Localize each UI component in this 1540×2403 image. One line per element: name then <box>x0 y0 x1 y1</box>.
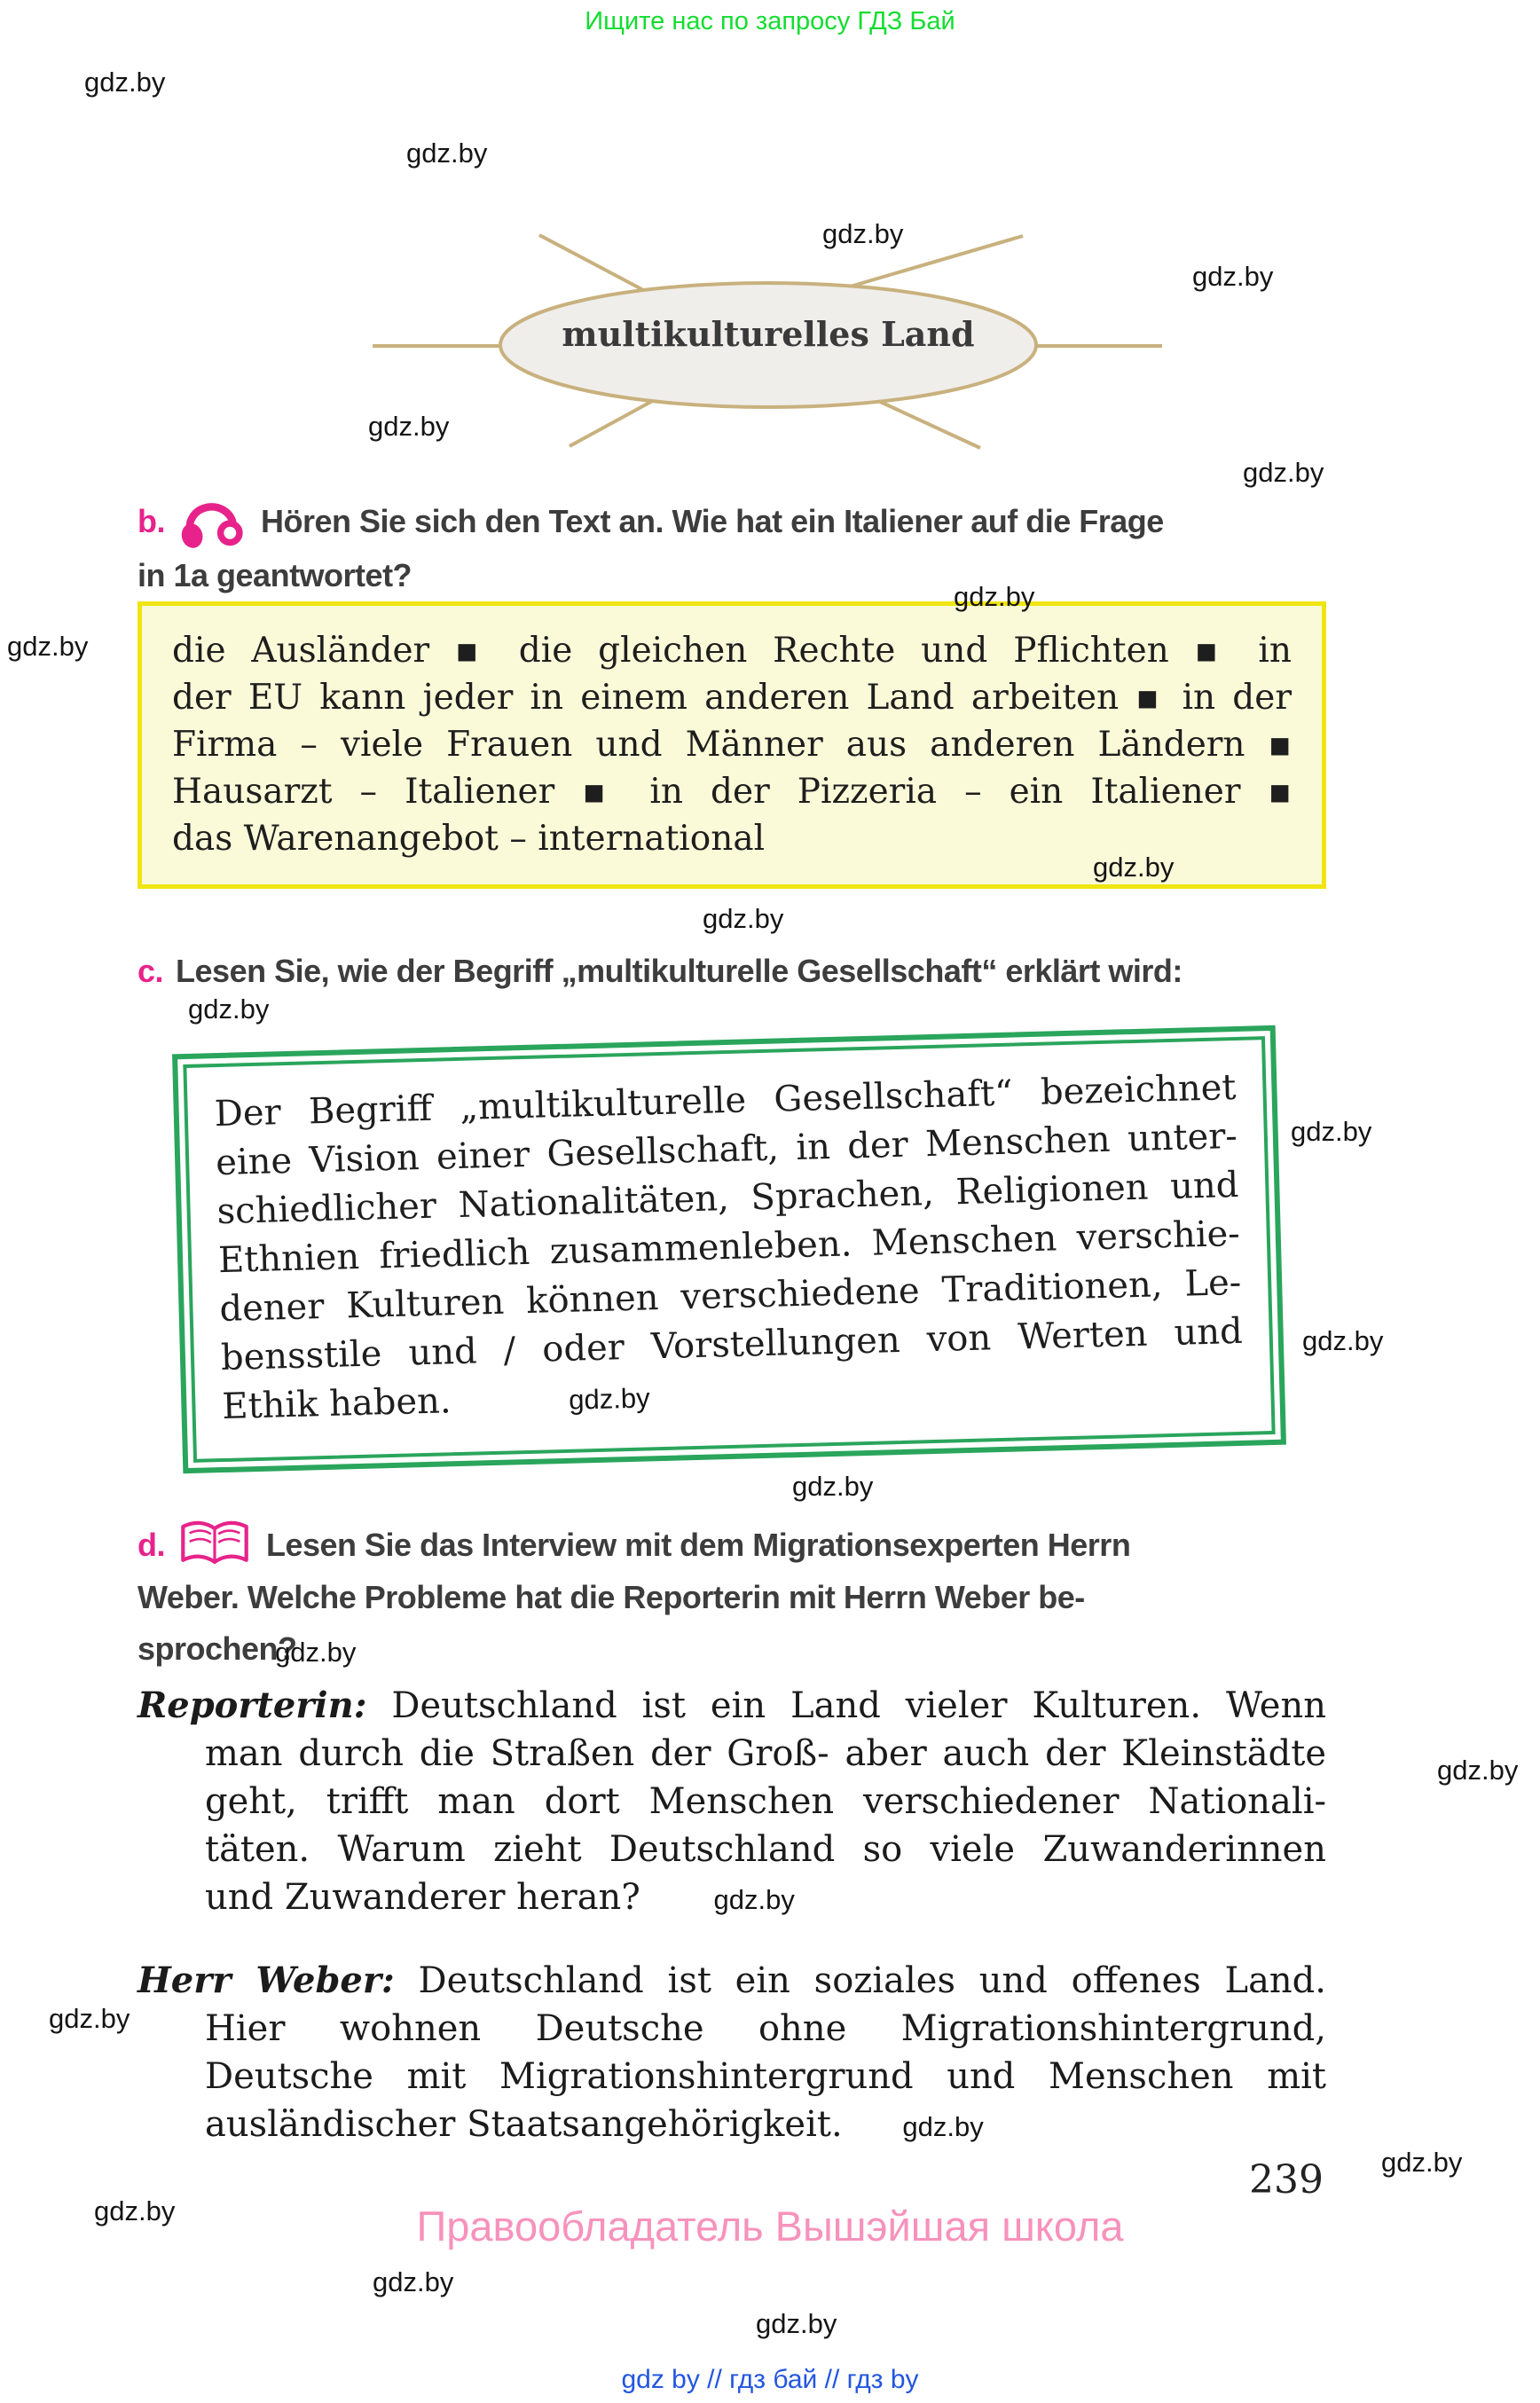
watermark: gdz.by <box>1381 2147 1463 2178</box>
watermark: gdz.by <box>713 1884 795 1915</box>
watermark: gdz.by <box>822 218 904 249</box>
paragraph-text: Deutschland ist ein soziales und offenes Land. <box>418 1960 1327 2001</box>
paragraph-line: Hier wohnen Deutsche ohne Migrationshintergrund, <box>205 2008 1326 2049</box>
footer-links[interactable]: gdz by // гдз бай // гдз by <box>621 2365 919 2394</box>
keywords-line: das Warenangebot – international <box>172 819 766 859</box>
paragraph-line: täten. Warum zieht Deutschland so viele Zuwanderinnen <box>205 1829 1326 1870</box>
headphones-icon <box>177 493 247 550</box>
definition-box-inner <box>183 1036 1275 1463</box>
watermark: gdz.by <box>1437 1755 1519 1786</box>
reporterin-paragraph <box>138 1682 1326 1921</box>
paragraph-line: Deutsche mit Migrationshintergrund und Menschen mit <box>205 2056 1326 2097</box>
paragraph-line: man durch die Straßen der Groß- aber auch der Kleinstädte <box>205 1733 1326 1774</box>
watermark: gdz.by <box>954 581 1035 612</box>
definition-line: Der Begriff „multikulturelle Gesellschaft“ bezeichnet <box>214 1066 1238 1135</box>
watermark: gdz.by <box>1192 261 1274 292</box>
definition-line: Ethnien friedlich zusammenleben. Menschen verschie- <box>217 1213 1241 1282</box>
paragraph-line <box>205 1873 1326 1921</box>
definition-line: eine Vision einer Gesellschaft, in der Menschen unter- <box>215 1115 1238 1184</box>
paragraph-text: Deutschland ist ein Land vieler Kulturen. Wenn <box>391 1685 1327 1726</box>
open-book-icon <box>177 1519 252 1572</box>
watermark: gdz.by <box>84 67 166 98</box>
watermark: gdz.by <box>902 2111 984 2142</box>
watermark: gdz.by <box>568 1382 651 1416</box>
section-b-heading-line: Hören Sie sich den Text an. Wie hat ein Italiener auf die Frage <box>261 503 1164 539</box>
watermark: gdz.by <box>406 137 488 169</box>
paragraph-text: ausländischer Staatsangehörigkeit. <box>205 2104 843 2145</box>
section-d-letter: d. <box>138 1527 165 1563</box>
definition-line: schiedlicher Nationalitäten, Sprachen, Religionen und <box>216 1164 1239 1233</box>
watermark: gdz.by <box>1291 1116 1372 1147</box>
paragraph-text: und Zuwanderer heran? <box>205 1877 640 1918</box>
watermark: gdz.by <box>703 903 784 934</box>
definition-line: dener Kulturen können verschiedene Traditionen, Le- <box>218 1261 1242 1331</box>
watermark: gdz.by <box>49 2003 130 2034</box>
definition-line: bensstile und / oder Vorstellungen von Werten und <box>220 1310 1244 1379</box>
watermark: gdz.by <box>188 993 270 1025</box>
watermark: gdz.by <box>368 411 450 442</box>
weber-paragraph <box>138 1957 1326 2148</box>
section-c-heading <box>138 946 1344 997</box>
section-d-heading-line: Lesen Sie das Interview mit dem Migrationsexperten Herrn <box>266 1527 1131 1563</box>
copyright-notice: Правообладатель Вышэйшая школа <box>416 2203 1124 2250</box>
speaker-name: Reporterin: <box>138 1684 367 1726</box>
paragraph-line <box>205 2101 1326 2148</box>
speaker-name: Herr Weber: <box>138 1959 395 2001</box>
section-c-heading-line: Lesen Sie, wie der Begriff „multikulturelle Gesellschaft“ erklärt wird: <box>176 953 1182 989</box>
section-b-heading <box>138 493 1344 601</box>
definition-box <box>172 1025 1286 1473</box>
paragraph-line <box>138 1682 1326 1730</box>
mindmap <box>337 204 1189 461</box>
top-banner: Ищите нас по запросу ГДЗ Бай <box>585 7 955 35</box>
section-b-heading-line: in 1a geantwortet? <box>138 557 412 593</box>
mindmap-center-label: multikulturelles Land <box>562 314 975 354</box>
keywords-line: der EU kann jeder in einem anderen Land arbeiten ▪ in der <box>172 678 1292 718</box>
watermark: gdz.by <box>792 1471 874 1502</box>
watermark: gdz.by <box>1243 457 1324 488</box>
section-b-letter: b. <box>138 503 165 539</box>
section-d-heading-line: Weber. Welche Probleme hat die Reporterin mit Herrn Weber be- <box>138 1579 1085 1615</box>
paragraph-line: geht, trifft man dort Menschen verschiedener Nationali- <box>205 1781 1326 1822</box>
page-number: 239 <box>1249 2157 1324 2203</box>
keywords-box <box>138 601 1326 889</box>
paragraph-line <box>138 1957 1326 2005</box>
definition-last-text: Ethik haben. <box>221 1380 452 1428</box>
section-d-heading-line: sprochen? <box>138 1630 297 1667</box>
keywords-line: Firma – viele Frauen und Männer aus anderen Ländern ▪ <box>172 725 1292 765</box>
watermark: gdz.by <box>1093 852 1175 883</box>
watermark: gdz.by <box>1302 1325 1384 1356</box>
keywords-line: Hausarzt – Italiener ▪ in der Pizzeria – ein Italiener ▪ <box>172 772 1292 812</box>
watermark: gdz.by <box>94 2195 176 2226</box>
keywords-line: die Ausländer ▪ die gleichen Rechte und Pflichten ▪ in <box>172 631 1292 671</box>
watermark: gdz.by <box>373 2266 454 2297</box>
watermark: gdz.by <box>275 1637 357 1668</box>
watermark: gdz.by <box>7 631 89 662</box>
watermark: gdz.by <box>756 2308 837 2339</box>
section-c-letter: c. <box>138 953 164 989</box>
